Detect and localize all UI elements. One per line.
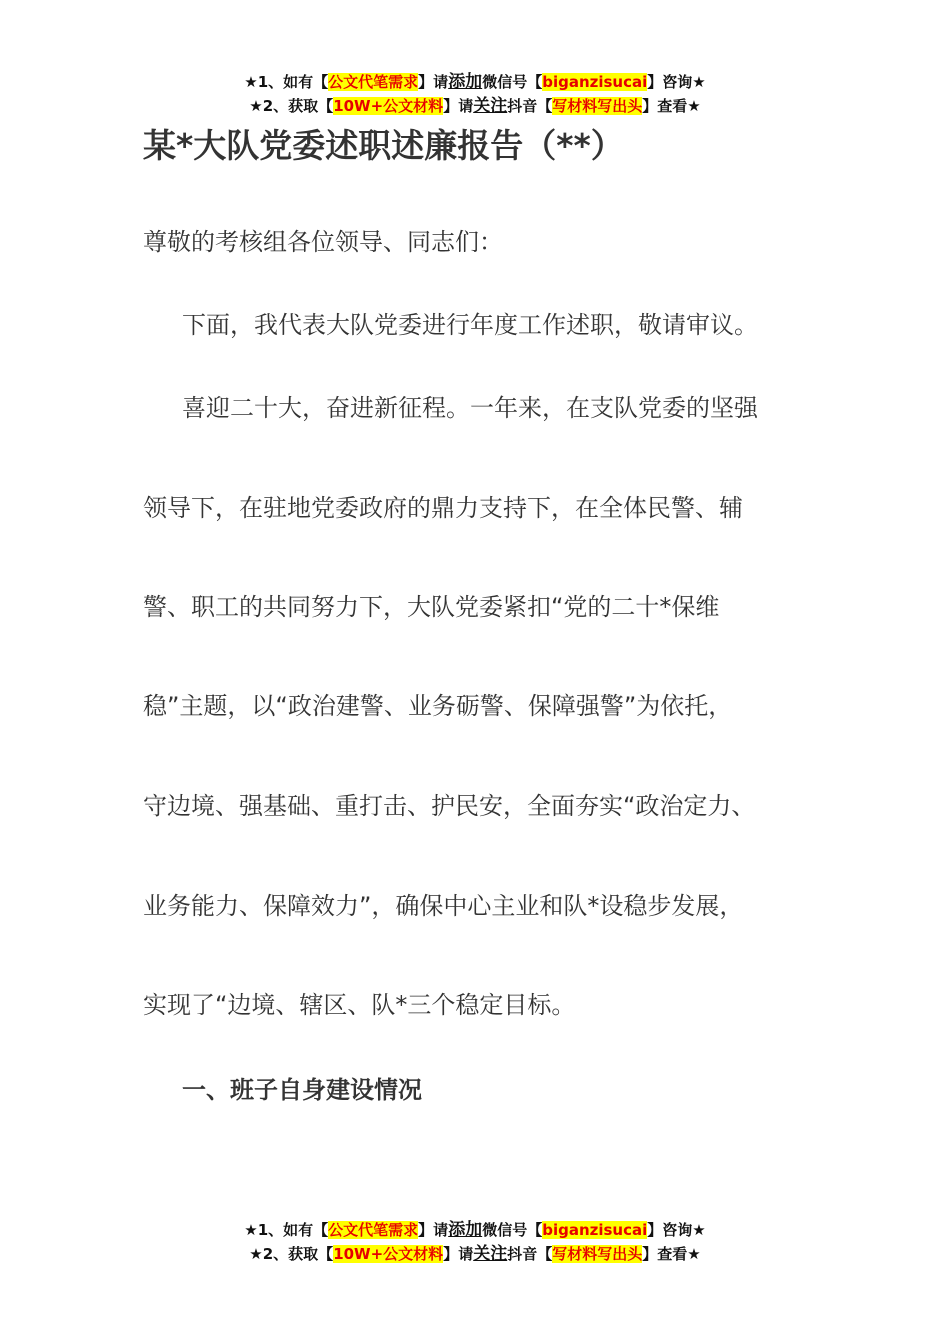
header-banner	[0, 70, 950, 118]
banner-text: ★1、如有【	[244, 73, 329, 91]
banner-line-1	[0, 70, 950, 94]
banner-text: 微信号【	[482, 73, 543, 91]
banner-line-1	[0, 1218, 950, 1242]
salutation: 尊敬的考核组各位领导、同志们：	[143, 228, 503, 256]
banner-highlight: 写材料写出头	[552, 97, 643, 115]
paragraph-line: 业务能力、保障效力”，确保中心主业和队*设稳步发展，	[143, 892, 744, 920]
banner-underlined: 关注	[473, 96, 508, 116]
banner-text: 】请	[443, 1245, 474, 1263]
banner-highlight: biganzisucai	[542, 73, 648, 91]
paragraph-line: 实现了“边境、辖区、队*三个稳定目标。	[143, 991, 576, 1019]
banner-highlight: biganzisucai	[542, 1221, 648, 1239]
intro-paragraph: 下面，我代表大队党委进行年度工作述职，敬请审议。	[182, 311, 758, 339]
banner-underlined: 添加	[448, 72, 483, 92]
document-title: 某*大队党委述职述廉报告（**）	[143, 126, 624, 165]
paragraph-line: 喜迎二十大，奋进新征程。一年来，在支队党委的坚强	[182, 394, 758, 422]
paragraph-line: 稳”主题，以“政治建警、业务砺警、保障强警”为依托，	[143, 692, 733, 720]
banner-text: ★2、获取【	[249, 97, 334, 115]
paragraph-line: 领导下，在驻地党委政府的鼎力支持下，在全体民警、辅	[143, 494, 743, 522]
banner-text: 】查看★	[642, 1245, 701, 1263]
banner-line-2	[0, 94, 950, 118]
banner-highlight: 10W+公文材料	[333, 1245, 444, 1263]
banner-text: 】请	[443, 97, 474, 115]
section-heading: 一、班子自身建设情况	[182, 1076, 422, 1104]
banner-text: 】请	[418, 73, 449, 91]
paragraph-line: 守边境、强基础、重打击、护民安，全面夯实“政治定力、	[143, 792, 756, 820]
banner-text: ★2、获取【	[249, 1245, 334, 1263]
banner-highlight: 10W+公文材料	[333, 97, 444, 115]
banner-text: ★1、如有【	[244, 1221, 329, 1239]
banner-highlight: 公文代笔需求	[328, 1221, 419, 1239]
banner-line-2	[0, 1242, 950, 1266]
banner-highlight: 公文代笔需求	[328, 73, 419, 91]
banner-text: 】咨询★	[647, 1221, 706, 1239]
banner-text: 抖音【	[507, 1245, 553, 1263]
banner-underlined: 添加	[448, 1220, 483, 1240]
banner-text: 】请	[418, 1221, 449, 1239]
banner-underlined: 关注	[473, 1244, 508, 1264]
banner-text: 微信号【	[482, 1221, 543, 1239]
banner-text: 抖音【	[507, 97, 553, 115]
paragraph-line: 警、职工的共同努力下，大队党委紧扣“党的二十*保维	[143, 593, 720, 621]
banner-text: 】咨询★	[647, 73, 706, 91]
banner-highlight: 写材料写出头	[552, 1245, 643, 1263]
banner-text: 】查看★	[642, 97, 701, 115]
footer-banner	[0, 1218, 950, 1266]
